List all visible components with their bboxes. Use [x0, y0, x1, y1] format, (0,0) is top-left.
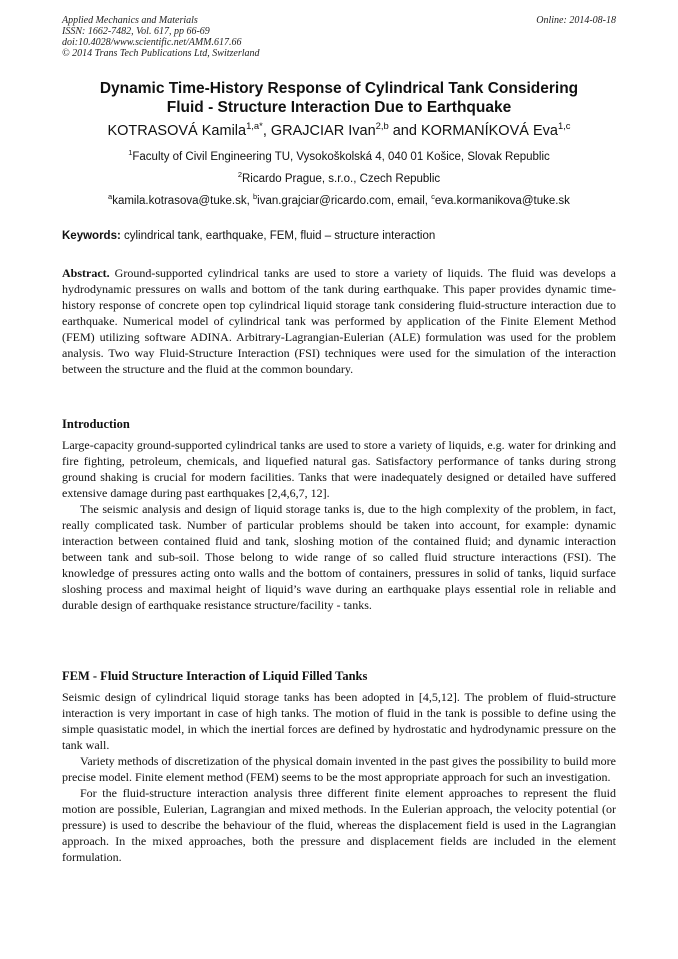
journal-name: Applied Mechanics and Materials [62, 15, 198, 26]
author-1: KOTRASOVÁ Kamila [107, 123, 247, 139]
email-line [40, 194, 638, 209]
issn-line: ISSN: 1662-7482, Vol. 617, pp 66-69 [62, 26, 210, 37]
fem-paragraph-1: Seismic design of cylindrical liquid storage tanks has been adopted in [4,5,12]. The problem of fluid-structure interaction is very important in case of high tanks. The motion of fluid in the tank is possible to define using the simple quasistatic model, in which the inertial forces are defined by hydrostatic and hydrodynamic pressure on the tank wall. [62, 690, 616, 752]
abstract-paragraph [62, 265, 616, 377]
introduction-body [62, 437, 616, 613]
introduction-paragraph-2: The seismic analysis and design of liquid storage tanks is, due to the high complexity of the problem, in fact, really complicated task. Number of particular problems should be taken into account, for example: dynamic interaction between contained fluid and tank, sloshing motion of the contained fluid; and dynamic interaction between tank and sub-soil. Those belong to wide range of so called fluid structure interactions (FSI). The knowledge of pressures acting onto walls and the bottom of containers, pressures in solid of tanks, liquid surface sloshing process and maximal height of liquid’s wave during an earthquake plays essential role in reliable and durable design of earthquake resistance structure/facility - tanks. [62, 502, 616, 612]
author-separator: , [262, 123, 271, 139]
title-line-2: Fluid - Structure Interaction Due to Earthquake [166, 99, 512, 116]
keywords [62, 229, 622, 244]
affiliation-2-marker: 2 [237, 170, 242, 180]
affiliation-1 [40, 150, 638, 165]
affiliation-2-text: Ricardo Prague, s.r.o., Czech Republic [242, 173, 441, 185]
keywords-text: cylindrical tank, earthquake, FEM, fluid – structure interaction [120, 230, 436, 242]
author-list [40, 121, 638, 141]
affiliation-1-marker: 1 [128, 148, 133, 158]
affiliation-2 [40, 172, 638, 187]
affiliation-1-text: Faculty of Civil Engineering TU, Vysokoškolská 4, 040 01 Košice, Slovak Republic [132, 151, 550, 163]
paper-title [62, 79, 616, 117]
email-a: kamila.kotrasova@tuke.sk, [112, 195, 253, 207]
abstract-text: Ground-supported cylindrical tanks are used to store a variety of liquids. The fluid was develops a hydrodynamic pressures on walls and bottom of the tank during earthquake. This paper provides dynamic time-history response of concrete open top cylindrical liquid storage tank considering fluid-structure interaction due to earthquake. Numerical model of cylindrical tank was performed by application of the Finite Element Method (FEM) utilizing software ADINA. Arbitrary-Lagrangian-Eulerian (ALE) formulation was used for the problem analysis. Two way Fluid-Structure Interaction (FSI) techniques were used for the simulation of the interaction between the structure and the fluid at the common boundary. [62, 266, 616, 376]
email-a-marker: a [108, 192, 113, 202]
author-1-affiliation: 1,a* [246, 120, 263, 132]
fem-paragraph-3: For the fluid-structure interaction analysis three different finite element approaches to represent the fluid motion are possible, Eulerian, Lagrangian and mixed methods. In the Eulerian approach, the velocity potential (or pressure) is used to describe the behaviour of the fluid, whereas the displacement field is used in the Lagrangian approach. In the mixed approaches, both the pressure and displacement fields are included in the element formulation. [62, 786, 616, 864]
author-3: KORMANÍKOVÁ Eva [420, 123, 558, 139]
fem-section-body [62, 689, 616, 865]
fem-paragraph-2: Variety methods of discretization of the physical domain invented in the past gives the possibility to build more precise model. Finite element method (FEM) seems to be the most appropriate approach for such an investigation. [62, 754, 616, 784]
online-date: Online: 2014-08-18 [536, 15, 616, 26]
journal-header [62, 15, 616, 59]
email-c: eva.kormanikova@tuke.sk [434, 195, 570, 207]
introduction-paragraph-1: Large-capacity ground-supported cylindrical tanks are used to store a variety of liquids, e.g. water for drinking and fire fighting, petroleum, chemicals, and liquefied natural gas. Satisfactory performance of tanks during strong ground shaking is crucial for modern facilities. Tanks that were inadequately designed or detailed have suffered extensive damage during past earthquakes [2,4,6,7, 12]. [62, 438, 616, 500]
author-3-affiliation: 1,c [557, 120, 571, 132]
email-b: ivan.grajciar@ricardo.com, email, [257, 195, 432, 207]
keywords-label: Keywords: [62, 230, 121, 242]
abstract-label: Abstract. [62, 266, 110, 280]
copyright-line: © 2014 Trans Tech Publications Ltd, Switzerland [62, 48, 260, 59]
section-heading-fem: FEM - Fluid Structure Interaction of Liquid Filled Tanks [62, 669, 368, 683]
email-c-marker: c [431, 192, 435, 202]
abstract [62, 265, 616, 377]
author-2-affiliation: 2,b [375, 120, 389, 132]
email-b-marker: b [252, 192, 258, 202]
doi-line: doi:10.4028/www.scientific.net/AMM.617.66 [62, 37, 242, 48]
author-2: GRAJCIAR Ivan [270, 123, 376, 139]
author-separator: and [388, 123, 421, 139]
section-heading-introduction: Introduction [62, 417, 130, 431]
title-line-1: Dynamic Time-History Response of Cylindrical Tank Considering [99, 80, 579, 97]
